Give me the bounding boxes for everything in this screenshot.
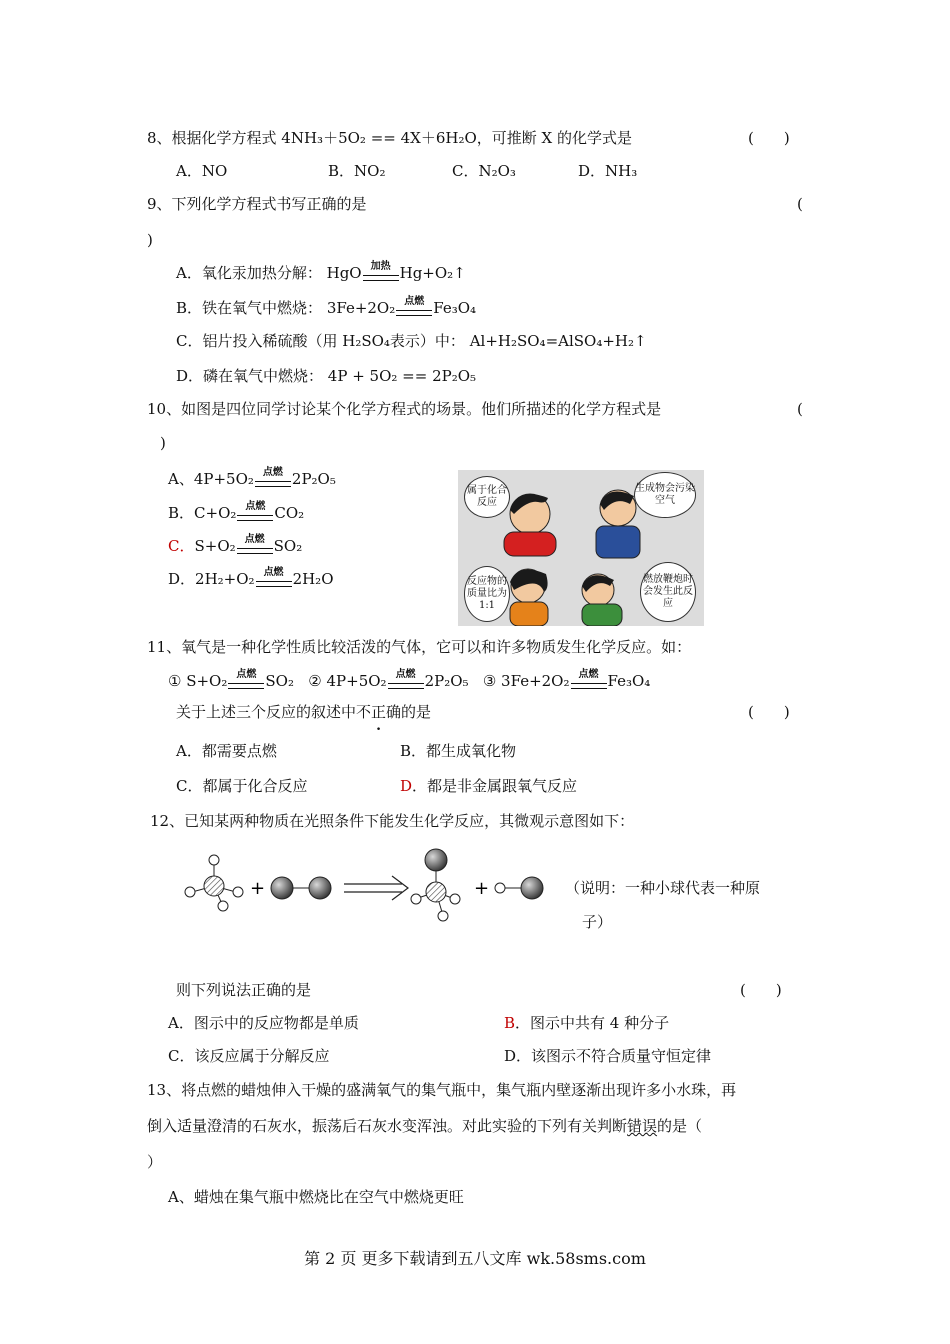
reaction-condition (255, 567, 293, 590)
equation-rhs: CO₂ (274, 504, 305, 522)
condition-label: 点燃 (236, 669, 257, 680)
equation-rhs: 2P₂O₅ (291, 470, 336, 488)
q13-emphasis: 错误 (627, 1117, 658, 1135)
double-line (255, 481, 291, 487)
double-line (237, 515, 273, 521)
q10-stem: 10、如图是四位同学讨论某个化学方程式的场景。他们所描述的化学方程式是 (147, 400, 662, 418)
product-molecule-2 (495, 877, 543, 899)
q9-paren-close: ) (147, 231, 153, 249)
q10-option-b (168, 503, 304, 524)
student-shirt (582, 604, 622, 626)
reaction-condition (227, 669, 265, 692)
reaction-3-lhs: ③ 3Fe+2O₂ (482, 672, 570, 690)
q11-question-post: 的是 (401, 703, 432, 721)
q13-option-a: A、蜡烛在集气瓶中燃烧比在空气中燃烧更旺 (168, 1188, 464, 1206)
q9-b-rhs: Fe₃O₄ (433, 299, 477, 317)
reactant-molecule-1 (185, 855, 243, 911)
product-molecule-1 (411, 849, 460, 921)
q10-option-d (168, 569, 334, 590)
q9-a-rhs: Hg+O₂↑ (399, 264, 466, 282)
reaction-condition (362, 261, 400, 284)
q9-a-lhs: HgO (326, 264, 362, 282)
q9-option-c: C．铝片投入稀硫酸（用 H₂SO₄表示）中： Al+H₂SO₄=AlSO₄+H₂↑ (176, 332, 647, 350)
q11-question-pre: 关于上述三个反应的叙述中 (176, 703, 357, 721)
condition-label: 点燃 (244, 534, 265, 545)
condition-label: 点燃 (404, 296, 425, 307)
q9-b-lhs: 3Fe+2O₂ (326, 299, 396, 317)
double-line (228, 683, 264, 689)
q12-note-line1: （说明：一种小球代表一种原 (565, 879, 761, 897)
equation-lhs: 2H₂+O₂ (195, 570, 255, 588)
double-line (256, 581, 292, 587)
answer-mark-label: B (504, 1014, 516, 1032)
q13-line2-post: 的是（ (657, 1117, 703, 1135)
q12-option-b-text: ．图示中共有 4 种分子 (515, 1014, 670, 1032)
condition-label: 点燃 (262, 467, 283, 478)
student-shirt (596, 526, 640, 558)
q11-stem: 11、氧气是一种化学性质比较活泼的气体，它可以和许多物质发生化学反应。如： (147, 638, 692, 656)
condition-label: 点燃 (263, 567, 284, 578)
q8-option-c: C．N₂O₃ (452, 162, 516, 180)
q10-paren-open: ( (797, 400, 803, 418)
condition-label: 加热 (370, 261, 391, 272)
q11-question (176, 702, 431, 722)
equation-rhs: SO₂ (273, 537, 303, 555)
molecule-reaction-diagram (180, 846, 550, 936)
reaction-condition (395, 296, 433, 319)
q11-option-a: A．都需要点燃 (176, 742, 277, 760)
q12-option-d: D．该图示不符合质量守恒定律 (504, 1047, 712, 1065)
q11-option-c: C．都属于化合反应 (176, 777, 308, 795)
q12-option-b (504, 1013, 669, 1033)
answer-mark-label: C． (168, 537, 195, 555)
q9-option-d: D．磷在氧气中燃烧： 4P + 5O₂ == 2P₂O₅ (176, 367, 477, 385)
q9-paren-open: ( (797, 195, 803, 213)
equation-rhs: 2H₂O (292, 570, 334, 588)
double-line (363, 275, 399, 281)
reaction-condition (236, 501, 274, 524)
q10-option-a (168, 469, 336, 490)
q9-a-label: A．氧化汞加热分解： (176, 264, 322, 282)
reaction-condition (570, 669, 608, 692)
reaction-1-rhs: SO₂ (265, 672, 294, 690)
q12-question: 则下列说法正确的是 (176, 981, 312, 999)
q8-stem: 8、根据化学方程式 4NH₃＋5O₂ == 4X＋6H₂O，可推断 X 的化学式是 (147, 129, 632, 147)
q13-line1: 13、将点燃的蜡烛伸入干燥的盛满氧气的集气瓶中，集气瓶内壁逐渐出现许多小水珠，再 (147, 1081, 737, 1099)
q9-stem: 9、下列化学方程式书写正确的是 (147, 195, 367, 213)
condition-label: 点燃 (578, 669, 599, 680)
q12-note-line2: 子） (582, 913, 613, 931)
double-line (571, 683, 607, 689)
q12-option-c: C．该反应属于分解反应 (168, 1047, 330, 1065)
reaction-3-rhs: Fe₃O₄ (607, 672, 651, 690)
speech-bubble: 生成物会污染空气 (634, 472, 696, 518)
option-label: A、 (168, 470, 194, 488)
q11-option-b: B．都生成氧化物 (400, 742, 517, 760)
reaction-1-lhs: ① S+O₂ (168, 672, 228, 690)
answer-mark-label: D (400, 777, 413, 795)
q10-option-c (168, 536, 302, 557)
q10-paren-close: ) (160, 434, 166, 452)
speech-bubble: 燃放鞭炮时会发生此反应 (640, 562, 696, 622)
q9-option-a (176, 263, 466, 284)
q9-b-label: B．铁在氧气中燃烧： (176, 299, 323, 317)
reaction-2-rhs: 2P₂O₅ (424, 672, 469, 690)
q9-option-b (176, 298, 476, 319)
option-label: D． (168, 570, 196, 588)
q8-option-b: B．NO₂ (328, 162, 386, 180)
double-line (388, 683, 424, 689)
condition-label: 点燃 (245, 501, 266, 512)
student-shirt (510, 602, 548, 626)
double-line (237, 548, 273, 554)
q8-option-a: A．NO (176, 162, 228, 180)
students-discussion-illustration (458, 470, 704, 626)
equation-lhs: C+O₂ (194, 504, 237, 522)
reaction-2-lhs: ② 4P+5O₂ (308, 672, 387, 690)
q11-paren: ( ) (748, 703, 790, 721)
q8-option-d: D．NH₃ (578, 162, 638, 180)
speech-bubble: 反应物的质量比为1:1 (464, 566, 510, 622)
q12-stem: 12、已知某两种物质在光照条件下能发生化学反应，其微观示意图如下： (150, 812, 635, 830)
q8-paren: ( ) (748, 129, 790, 147)
reaction-arrow (344, 876, 408, 900)
q11-option-d-text: ．都是非金属跟氧气反应 (412, 777, 578, 795)
reaction-condition (254, 467, 292, 490)
plus-sign: + (474, 878, 490, 899)
reaction-condition (236, 534, 274, 557)
equation-lhs: 4P+5O₂ (193, 470, 254, 488)
q11-emphasis: 不正确 (356, 703, 402, 721)
q11-reactions (168, 671, 650, 692)
q12-option-a: A．图示中的反应物都是单质 (168, 1014, 359, 1032)
double-line (396, 310, 432, 316)
equation-lhs: S+O₂ (194, 537, 236, 555)
speech-bubble: 属于化合反应 (464, 476, 510, 518)
student-shirt (504, 532, 556, 556)
plus-sign: + (250, 878, 266, 899)
reaction-condition (387, 669, 425, 692)
q13-line2 (147, 1116, 702, 1136)
condition-label: 点燃 (395, 669, 416, 680)
q13-line3: ） (147, 1153, 163, 1171)
q11-option-d (400, 776, 577, 796)
page-footer: 第 2 页 更多下载请到五八文库 wk.58sms.com (304, 1249, 646, 1268)
reactant-molecule-2 (271, 877, 331, 899)
option-label: B． (168, 504, 195, 522)
q13-line2-pre: 倒入适量澄清的石灰水，振荡后石灰水变浑浊。对此实验的下列有关判断 (147, 1117, 628, 1135)
q12-paren: ( ) (740, 981, 782, 999)
